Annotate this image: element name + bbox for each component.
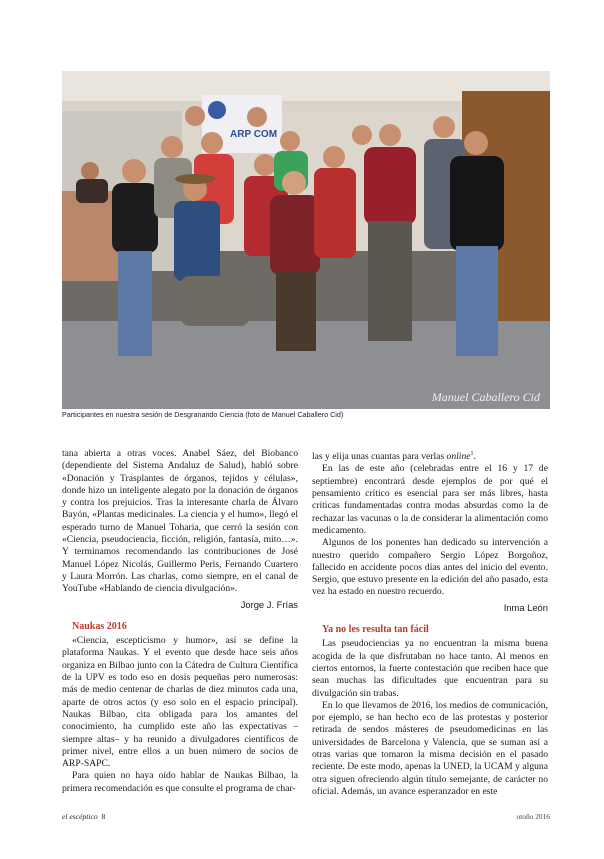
footer-publication xyxy=(62,812,105,821)
group-photo xyxy=(62,71,550,409)
left-paragraph-3: Para quien no haya oído hablar de Naukas Bilbao, la primera recomendación es que consulte el programa de char- xyxy=(62,770,298,794)
page-number: 8 xyxy=(101,812,106,821)
photo-watermark: Manuel Caballero Cid xyxy=(431,390,540,404)
right-p1-italic: online xyxy=(446,451,471,463)
footer-issue: otoño 2016 xyxy=(516,812,550,821)
section-heading-pseudociencias: Ya no les resulta tan fácil xyxy=(322,624,429,636)
right-p1-text: las y elija unas cuantas para verlas xyxy=(312,451,447,463)
right-p1-end: . xyxy=(473,451,476,463)
section-heading-naukas: Naukas 2016 xyxy=(72,620,127,632)
right-paragraph-5: En lo que llevamos de 2016, los medios de comunicación, por ejemplo, se han hecho eco de las protestas y posterior retirada de sendos másteres de pseudomedicinas en las universidades de Barcelona y Valencia, que se suman así a otras varias que tomaron la misma decisión en el pasado reciente. De este modo, apenas la UNED, la UCAM y alguna otra siguen ofreciendo algún título semejante, de carácter no oficial. Además, un avance esperanzador en este xyxy=(312,699,548,797)
right-paragraph-4: Las pseudociencias ya no encuentran la misma buena acogida de la que disfrutaban no hace tanto. Al menos en ciertos entornos, la fuerte contestación que reciben hace que sean muchas las dificultades que encuentran para su divulgación sin trabas. xyxy=(312,638,548,699)
banner-text: ARP COM xyxy=(230,129,278,140)
right-paragraph-1 xyxy=(312,448,548,463)
footnote-ref: 1 xyxy=(470,451,474,457)
right-paragraph-3: Algunos de los ponentes han dedicado su intervención a nuestro querido compañero Sergio López Borgoñoz, fallecido en accidente pocos días antes del inicio del evento. Sergio, que estuvo presente en la edición del año pasado, esta vez ha estado en nuestro recuerdo. xyxy=(312,537,548,598)
left-paragraph-1: tana abierta a otras voces. Anabel Sáez, del Biobanco (dependiente del Sistema Andaluz de Salud), habló sobre «Donación y Trasplantes de órganos, tejidos y células», donde hizo un inteligente alegato por la donación de órganos y contra los prejuicios. Tras la interesante charla de Álvaro Bayón, «Plantas medicinales. La ciencia y el humo», llegó el esperado turno de Manuel Toharia, que cerró la sesión con «Ciencia, pseudociencia, ficción, religión, fantasía, mito…». Y terminamos recomendando las contribuciones de José Manuel López Nicolás, Guillermo Peris, Fernando Cuartero y Laura Morrón. Las charlas, como siempre, en el canal de YouTube «Hablando de ciencia divulgación». xyxy=(62,448,298,595)
author-signature-2: Inma León xyxy=(503,601,548,613)
left-column xyxy=(62,448,298,795)
right-paragraph-2: En las de este año (celebradas entre el 16 y 17 de septiembre) encontrará desde ejemplos de por qué el pensamiento crítico es esencial para ser más libres, hasta críticas fundamentadas contra modas absurdas como la de rechazar las vacunas o la de considerar la alimentación como medicamento. xyxy=(312,463,548,536)
right-column xyxy=(312,448,548,798)
author-signature-1: Jorge J. Frías xyxy=(240,598,298,610)
left-paragraph-2: «Ciencia, escepticismo y humor», así se define la plataforma Naukas. Y el evento que desde hace seis años organiza en Bilbao junto con la Cátedra de Cultura Científica de la UPV es todo eso en dosis pequeñas pero numerosas: más de medio centenar de charlas de diez minutos cada una, aparte de otros actos (y eso solo en el espacio principal). Naukas Bilbao, cita obligada para los amantes del conocimiento, ha cumplido este año las expectativas –siempre altas– y ha reunido a divulgadores científicos de primer nivel, entre ellos a un buen número de socios de ARP-SAPC. xyxy=(62,635,298,770)
photo-caption: Participantes en nuestra sesión de Desgranando Ciencia (foto de Manuel Caballero Cid) xyxy=(62,410,344,419)
group-photo-drawing xyxy=(62,71,550,409)
footer-title: el escéptico xyxy=(62,812,98,821)
